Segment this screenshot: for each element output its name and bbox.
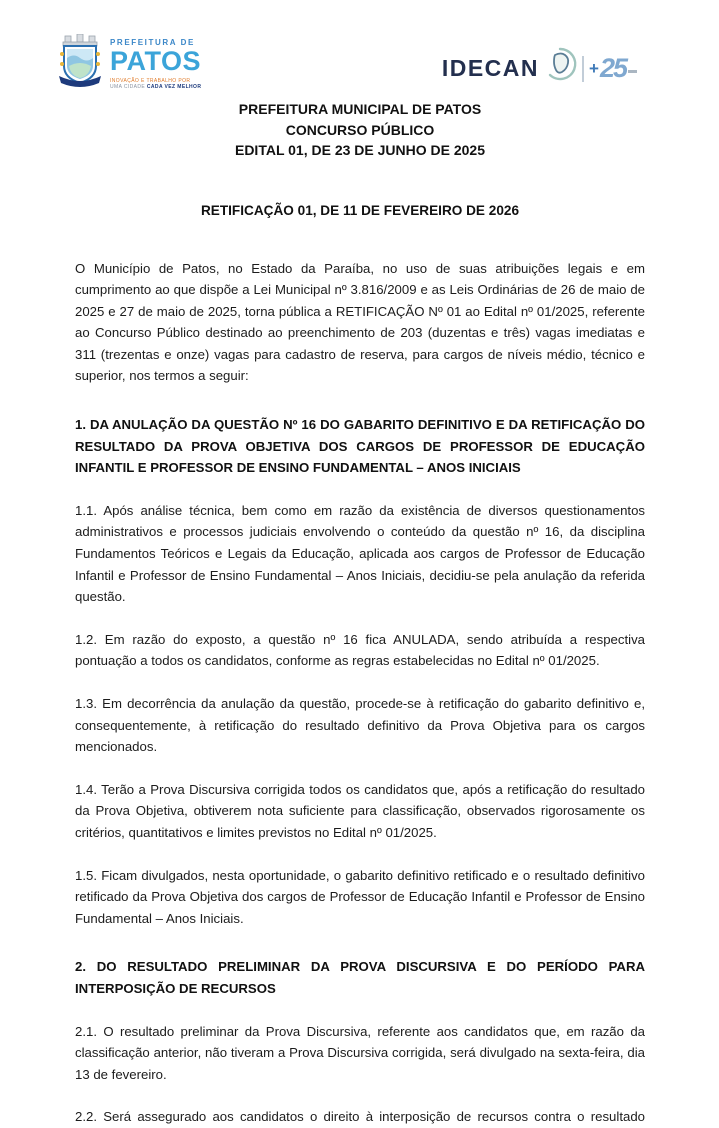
paragraph-1-4: 1.4. Terão a Prova Discursiva corrigida todos os candidatos que, após a retificação do resultado da Prova Objetiva, obtiverem nota suficiente para classificação, observados rigorosamente os critérios, quantitativos e limites previstos no Edital nº 01/2025. (75, 781, 645, 840)
patos-logo-text (110, 39, 201, 90)
patos-pretitle: PREFEITURA DE (110, 37, 195, 47)
paragraph-1-5: 1.5. Ficam divulgados, nesta oportunidade, o gabarito definitivo retificado e o resultado definitivo retificado da Prova Objetiva dos cargos de Professor de Educação Infantil e Professor de Ensino Fundamental – Anos Iniciais. (75, 867, 645, 926)
title-line-1: PREFEITURA MUNICIPAL DE PATOS (238, 101, 482, 117)
document-title-block (75, 99, 645, 161)
title-line-3: EDITAL 01, DE 23 DE JUNHO DE 2025 (234, 142, 486, 158)
paragraph-1-2: 1.2. Em razão do exposto, a questão nº 16 fica ANULADA, sendo atribuída a respectiva pontuação a todos os candidatos, conforme as regras estabelecidas no Edital nº 01/2025. (75, 631, 645, 669)
document-header (57, 34, 637, 95)
idecan-25-badge: 25 (599, 53, 626, 83)
patos-tagline (110, 78, 201, 91)
idecan-logo (442, 50, 637, 87)
patos-tagline-line2: UMA CIDADE CADA VEZ MELHOR (110, 83, 202, 90)
logo-separator (582, 56, 584, 82)
patos-name: PATOS (110, 45, 202, 76)
idecan-wordmark: IDECAN (441, 55, 540, 81)
title-line-2: CONCURSO PÚBLICO (285, 121, 435, 138)
section-2-heading: 2. DO RESULTADO PRELIMINAR DA PROVA DISCURSIVA E DO PERÍODO PARA INTERPOSIÇÃO DE RECURSOS (75, 959, 645, 996)
patos-logo (57, 34, 201, 95)
paragraph-1-3: 1.3. Em decorrência da anulação da questão, procede-se à retificação do gabarito definitivo e, consequentemente, à retificação do resultado definitivo da Prova Objetiva para os cargos mencionados. (75, 696, 645, 755)
patos-coat-of-arms-icon (57, 34, 103, 95)
patos-tagline-line1: INOVAÇÃO E TRABALHO POR (110, 77, 191, 84)
section-1-heading: 1. DA ANULAÇÃO DA QUESTÃO Nº 16 DO GABARITO DEFINITIVO E DA RETIFICAÇÃO DO RESULTADO DA PROVA OBJETIVA DOS CARGOS DE PROFESSOR DE EDUCAÇÃO INFANTIL E PROFESSOR DE ENSINO FUNDAMENTAL – ANOS INICIAIS (75, 417, 645, 476)
intro-paragraph: O Município de Patos, no Estado da Paraíba, no uso de suas atribuições legais e em cumprimento ao que dispõe a Lei Municipal nº 3.816/2009 e as Leis Ordinárias de 26 de maio de 2025 e 27 de maio de 2025, torna pública a RETIFICAÇÃO Nº 01 ao Edital nº 01/2025, referente ao Concurso Público destinado ao preenchimento de 203 (duzentas e três) vagas imediatas e 311 (trezentas e onze) vagas para cadastro de reserva, para cargos de níveis médio, técnico e superior, nos termos a seguir: (75, 260, 645, 384)
idecan-plus-sign: + (589, 59, 599, 78)
paragraph-1-1: 1.1. Após análise técnica, bem como em razão da existência de diversos questionamentos administrativos e processos judiciais envolvendo o conteúdo da questão nº 16, da disciplina Fundamentos Teóricos e Legais da Educação, aplicada aos cargos de Professor de Educação Infantil e Professor de Ensino Fundamental – Anos Iniciais, decidiu-se pela anulação da referida questão. (75, 502, 645, 605)
globe-south-america-icon (542, 46, 578, 87)
idecan-dash-icon (628, 70, 637, 73)
retification-title: RETIFICAÇÃO 01, DE 11 DE FEVEREIRO DE 2026 (200, 202, 520, 218)
paragraph-2-2: 2.2. Será assegurado aos candidatos o direito à interposição de recursos contra o resultado (75, 1109, 645, 1125)
paragraph-2-1: 2.1. O resultado preliminar da Prova Discursiva, referente aos candidatos que, em razão da classificação anterior, não tiveram a Prova Discursiva corrigida, será divulgado na sexta-feira, dia 13 de fevereiro. (75, 1023, 645, 1082)
